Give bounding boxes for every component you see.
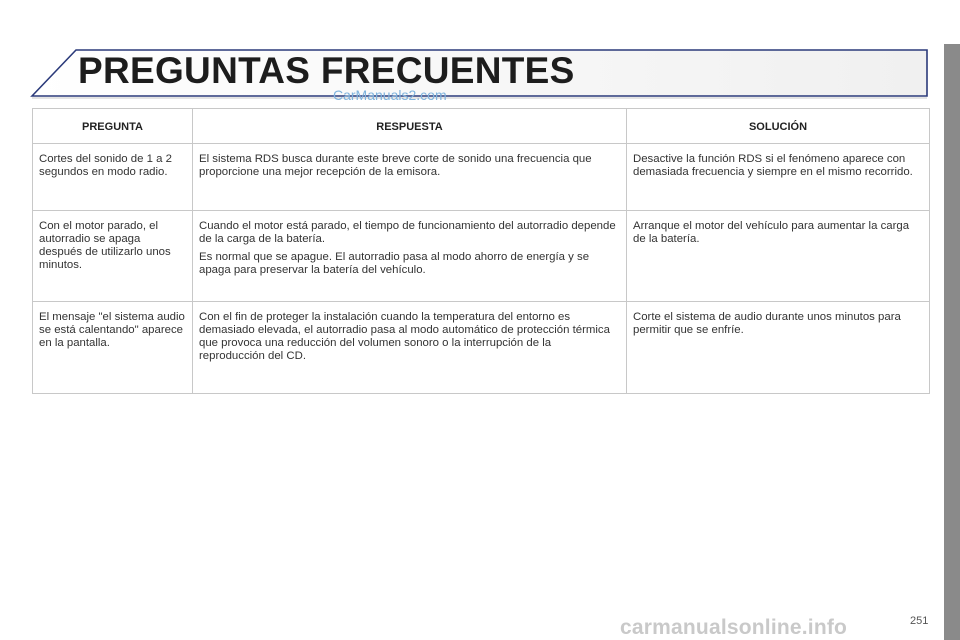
answer-cell [193, 302, 627, 394]
watermark-top: CarManuals2.com [333, 87, 447, 103]
question-cell: Cortes del sonido de 1 a 2 segundos en modo radio. [33, 144, 193, 211]
solution-cell: Corte el sistema de audio durante unos minutos para permitir que se enfríe. [627, 302, 930, 394]
column-header-solution: SOLUCIÓN [627, 109, 930, 144]
answer-cell [193, 144, 627, 211]
watermark-bottom: carmanualsonline.info [620, 616, 848, 639]
answer-cell [193, 211, 627, 302]
column-header-question: PREGUNTA [33, 109, 193, 144]
page-number: 251 [910, 615, 929, 627]
table-header-row [33, 109, 930, 144]
side-strip [944, 44, 960, 640]
solution-cell: Desactive la función RDS si el fenómeno aparece con demasiada frecuencia y siempre en el mismo recorrido. [627, 144, 930, 211]
solution-cell: Arranque el motor del vehículo para aumentar la carga de la batería. [627, 211, 930, 302]
answer-paragraph: El sistema RDS busca durante este breve corte de sonido una frecuencia que proporcione una mejor recepción de la emisora. [199, 153, 592, 178]
question-cell: Con el motor parado, el autorradio se apaga después de utilizarlo unos minutos. [33, 211, 193, 302]
answer-paragraph: Con el fin de proteger la instalación cuando la temperatura del entorno es demasiado elevada, el autorradio pasa al modo automático de protección térmica que provoca una reducción del volumen sonoro o la interrupción de la reproducción del CD. [199, 311, 610, 362]
table-row [33, 144, 930, 211]
column-header-answer: RESPUESTA [193, 109, 627, 144]
answer-paragraph: Es normal que se apague. El autorradio pasa al modo ahorro de energía y se apaga para preservar la batería del vehículo. [199, 251, 590, 276]
table-row [33, 211, 930, 302]
answer-paragraph: Cuando el motor está parado, el tiempo de funcionamiento del autorradio depende de la carga de la batería. [199, 220, 616, 245]
question-cell: El mensaje "el sistema audio se está calentando" aparece en la pantalla. [33, 302, 193, 394]
page-title: PREGUNTAS FRECUENTES [78, 50, 575, 91]
faq-table [32, 108, 930, 394]
table-row [33, 302, 930, 394]
